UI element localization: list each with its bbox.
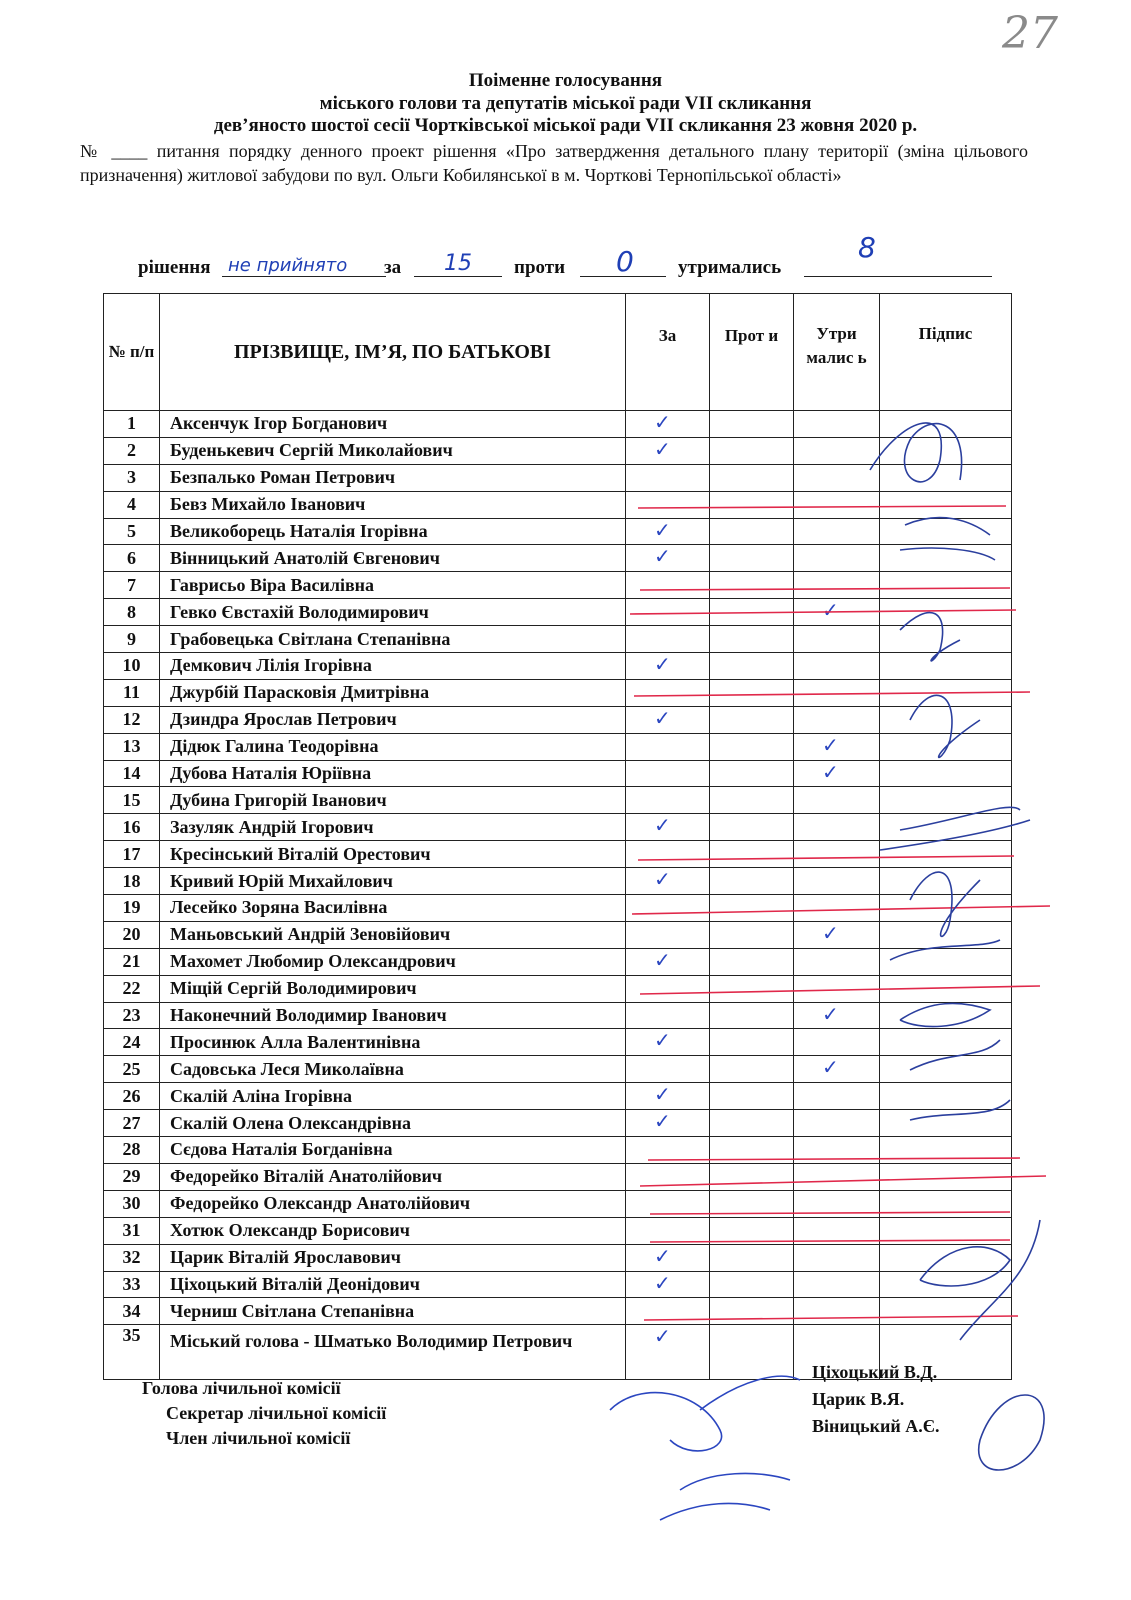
deputy-name: Наконечний Володимир Іванович	[160, 1002, 626, 1029]
deputy-name: Гевко Євстахій Володимирович	[160, 599, 626, 626]
deputy-name: Великоборець Наталія Ігорівна	[160, 518, 626, 545]
chair-name: Ціхоцький В.Д.	[812, 1362, 938, 1382]
row-number: 16	[104, 814, 160, 841]
header-signature: Підпис	[880, 294, 1012, 411]
header-name: ПРІЗВИЩЕ, ІМ’Я, ПО БАТЬКОВІ	[160, 294, 626, 411]
checkmark-icon: ✓	[654, 517, 671, 542]
deputy-name: Демкович Лілія Ігорівна	[160, 653, 626, 680]
deputy-name: Бевз Михайло Іванович	[160, 491, 626, 518]
row-number: 12	[104, 706, 160, 733]
deputy-name: Джурбій Парасковія Дмитрівна	[160, 679, 626, 706]
row-number: 8	[104, 599, 160, 626]
deputy-name: Грабовецька Світлана Степанівна	[160, 626, 626, 653]
deputy-name: Маньовський Андрій Зеновійович	[160, 921, 626, 948]
decision-label: рішення	[138, 257, 211, 278]
header-number: № п/п	[104, 294, 160, 411]
header-for: За	[626, 294, 710, 411]
row-number: 3	[104, 464, 160, 491]
row-number: 1	[104, 411, 160, 438]
red-strike-lines	[630, 506, 1050, 1320]
deputy-name: Дубова Наталія Юріївна	[160, 760, 626, 787]
checkmark-icon: ✓	[654, 947, 671, 972]
row-number: 24	[104, 1029, 160, 1056]
agenda-text: № ____ питання порядку денного проект рішення «Про затвердження детального плану території (зміна цільового призначення) житлової забудови по вул. Ольги Кобилянської в м. Чорткові Тернопільської області»	[80, 141, 1028, 185]
row-number: 21	[104, 948, 160, 975]
row-number: 7	[104, 572, 160, 599]
deputy-name: Махомет Любомир Олександрович	[160, 948, 626, 975]
deputy-name: Лесейко Зоряна Василівна	[160, 895, 626, 922]
checkmark-icon: ✓	[822, 759, 839, 784]
deputy-name: Просинюк Алла Валентинівна	[160, 1029, 626, 1056]
checkmark-icon: ✓	[654, 1243, 671, 1268]
checkmark-icon: ✓	[654, 1270, 671, 1295]
deputy-name: Кресінський Віталій Орестович	[160, 841, 626, 868]
row-number: 9	[104, 626, 160, 653]
deputy-name: Міський голова - Шматько Володимир Петрович	[160, 1325, 626, 1380]
checkmark-icon: ✓	[654, 1028, 671, 1053]
commission-signatures	[610, 1376, 800, 1520]
deputy-name: Хотюк Олександр Борисович	[160, 1217, 626, 1244]
row-number: 28	[104, 1137, 160, 1164]
deputy-name: Ціхоцький Віталій Деонідович	[160, 1271, 626, 1298]
row-number: 5	[104, 518, 160, 545]
checkmark-icon: ✓	[822, 732, 839, 757]
row-number: 4	[104, 491, 160, 518]
row-number: 13	[104, 733, 160, 760]
signature-scribbles	[870, 423, 1044, 1470]
row-number: 34	[104, 1298, 160, 1325]
checkmark-icon: ✓	[654, 436, 671, 461]
checkmark-icon: ✓	[822, 1001, 839, 1026]
chair-label: Голова лічильної комісії	[142, 1378, 341, 1398]
document-title: Поіменне голосування	[468, 70, 663, 91]
deputy-name: Скалій Аліна Ігорівна	[160, 1083, 626, 1110]
deputy-name: Царик Віталій Ярославович	[160, 1244, 626, 1271]
deputy-name: Сєдова Наталія Богданівна	[160, 1137, 626, 1164]
checkmark-icon: ✓	[654, 867, 671, 892]
abstained-label: утримались	[678, 257, 782, 278]
decision-result: не прийнято	[228, 255, 348, 276]
row-number: 30	[104, 1190, 160, 1217]
row-number: 31	[104, 1217, 160, 1244]
row-number: 11	[104, 679, 160, 706]
member-name: Віницький А.Є.	[812, 1416, 940, 1436]
member-label: Член лічильної комісії	[166, 1428, 351, 1448]
checkmark-icon: ✓	[654, 1109, 671, 1134]
deputy-name: Гаврисьо Віра Василівна	[160, 572, 626, 599]
row-number: 25	[104, 1056, 160, 1083]
row-number: 10	[104, 653, 160, 680]
row-number: 29	[104, 1163, 160, 1190]
row-number: 23	[104, 1002, 160, 1029]
for-count: 15	[444, 251, 472, 276]
deputy-name: Вінницький Анатолій Євгенович	[160, 545, 626, 572]
abstained-count: 8	[858, 231, 876, 264]
against-label: проти	[514, 257, 566, 278]
deputy-name: Черниш Світлана Степанівна	[160, 1298, 626, 1325]
deputy-name: Зазуляк Андрій Ігорович	[160, 814, 626, 841]
deputy-name: Кривий Юрій Михайлович	[160, 868, 626, 895]
deputy-name: Федорейко Віталій Анатолійович	[160, 1163, 626, 1190]
row-number: 26	[104, 1083, 160, 1110]
deputy-name: Федорейко Олександр Анатолійович	[160, 1190, 626, 1217]
page-number: 27	[1002, 8, 1058, 59]
for-label: за	[384, 257, 402, 278]
checkmark-icon: ✓	[654, 410, 671, 434]
row-number: 15	[104, 787, 160, 814]
row-number: 35	[104, 1325, 160, 1380]
checkmark-icon: ✓	[654, 652, 671, 677]
row-number: 18	[104, 868, 160, 895]
row-number: 27	[104, 1110, 160, 1137]
checkmark-icon: ✓	[654, 1324, 671, 1349]
row-number: 22	[104, 975, 160, 1002]
checkmark-icon: ✓	[822, 920, 839, 945]
deputy-name: Дзиндра Ярослав Петрович	[160, 706, 626, 733]
deputy-name: Скалій Олена Олександрівна	[160, 1110, 626, 1137]
checkmark-icon: ✓	[654, 544, 671, 569]
secretary-name: Царик В.Я.	[812, 1389, 905, 1409]
row-number: 33	[104, 1271, 160, 1298]
deputy-name: Дідюк Галина Теодорівна	[160, 733, 626, 760]
checkmark-icon: ✓	[822, 1055, 839, 1080]
deputy-name: Міщій Сергій Володимирович	[160, 975, 626, 1002]
document-subtitle: міського голови та депутатів міської ради VІІ скликання	[319, 93, 812, 114]
row-number: 2	[104, 437, 160, 464]
header-abstained: Утри малис ь	[794, 294, 880, 411]
deputy-name: Безпалько Роман Петрович	[160, 464, 626, 491]
deputy-name: Буденькевич Сергій Миколайович	[160, 437, 626, 464]
checkmark-icon: ✓	[654, 705, 671, 730]
deputy-name: Дубина Григорій Іванович	[160, 787, 626, 814]
row-number: 20	[104, 921, 160, 948]
deputy-name: Аксенчук Ігор Богданович	[160, 411, 626, 438]
session-line: дев’яносто шостої сесії Чортківської міської ради VІІ скликання 23 жовня 2020 р.	[213, 115, 918, 136]
header-against: Прот и	[710, 294, 794, 411]
row-number: 19	[104, 895, 160, 922]
checkmark-icon: ✓	[654, 813, 671, 838]
deputy-name: Садовська Леся Миколаївна	[160, 1056, 626, 1083]
row-number: 32	[104, 1244, 160, 1271]
checkmark-icon: ✓	[654, 1082, 671, 1107]
secretary-label: Секретар лічильної комісії	[166, 1403, 387, 1423]
row-number: 6	[104, 545, 160, 572]
checkmark-icon: ✓	[822, 598, 839, 623]
row-number: 14	[104, 760, 160, 787]
row-number: 17	[104, 841, 160, 868]
against-count: 0	[616, 245, 634, 278]
